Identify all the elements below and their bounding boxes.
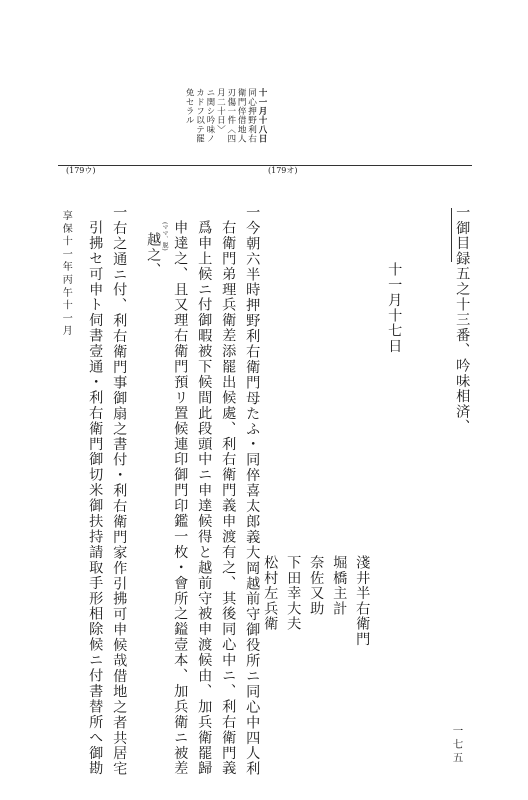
body-text-line: 越之、 bbox=[145, 232, 162, 278]
folio-mark-left: (179ウ) bbox=[66, 166, 96, 175]
attendee-name: 奈佐又助 bbox=[308, 555, 325, 617]
attendee-name: 松村左兵衛 bbox=[262, 555, 279, 632]
note-line-date: 十一月十八日 bbox=[257, 88, 267, 144]
note-line: 刃傷一件〈四 bbox=[225, 88, 236, 144]
body-text-line: 引拂セ可申ト伺書壹通・利右衛門御切米御扶持請取手形相除候ニ付書替所へ御勘 bbox=[87, 220, 104, 777]
heading-bracket bbox=[451, 208, 452, 262]
body-text-line: 爲申上候ニ付御暇被下候間此段頭中ニ申達候得と越前守被申渡候由、加兵衛罷歸 bbox=[196, 220, 213, 777]
note-line: カドフ以テ罷 bbox=[194, 88, 205, 144]
page-number: 一七五 bbox=[451, 725, 464, 766]
attendee-name: 堀橋主計 bbox=[331, 555, 348, 617]
body-text-line: 一右之通ニ付、利右衛門事御扇之書付・利右衛門家作引拂可申候哉借地之者共居宅 bbox=[111, 205, 128, 777]
editorial-note: (ママ、脱) bbox=[161, 222, 168, 251]
body-text-line: 一今朝六半時押野利右衛門母たふ・同倅喜太郎義大岡越前守御役所ニ同心中四人利 bbox=[244, 205, 261, 777]
body-text-line: 右衛門弟理兵衛差添罷出候處、利右衛門義申渡有之、其後同心中ニ、利右衛門義 bbox=[220, 220, 237, 777]
note-line: 免セラル bbox=[184, 88, 195, 125]
note-line: 月二十日〉 bbox=[215, 88, 226, 134]
body-text-line: 申達之、且又理右衛門預リ置候連印御門印鑑一枚・會所之鎰壹本、加兵衛ニ被差 bbox=[172, 220, 189, 777]
entry-heading: 一御目録五之十三番、吟味相済、 bbox=[454, 205, 471, 435]
folio-mark-right: (179オ) bbox=[268, 166, 298, 175]
header-divider bbox=[58, 165, 472, 166]
attendee-name: 淺井半右衛門 bbox=[354, 555, 371, 647]
date-line: 十一月十七日 bbox=[386, 262, 403, 354]
note-line: ニ関シ吟味ノ bbox=[204, 88, 215, 144]
margin-header-note bbox=[175, 88, 267, 160]
note-line: 衛門倅借地人 bbox=[236, 88, 247, 144]
running-date: 享保十一年丙午十一月 bbox=[60, 210, 72, 338]
note-line: 同心押野利右 bbox=[246, 88, 257, 144]
attendee-name: 下田幸大夫 bbox=[285, 555, 302, 632]
